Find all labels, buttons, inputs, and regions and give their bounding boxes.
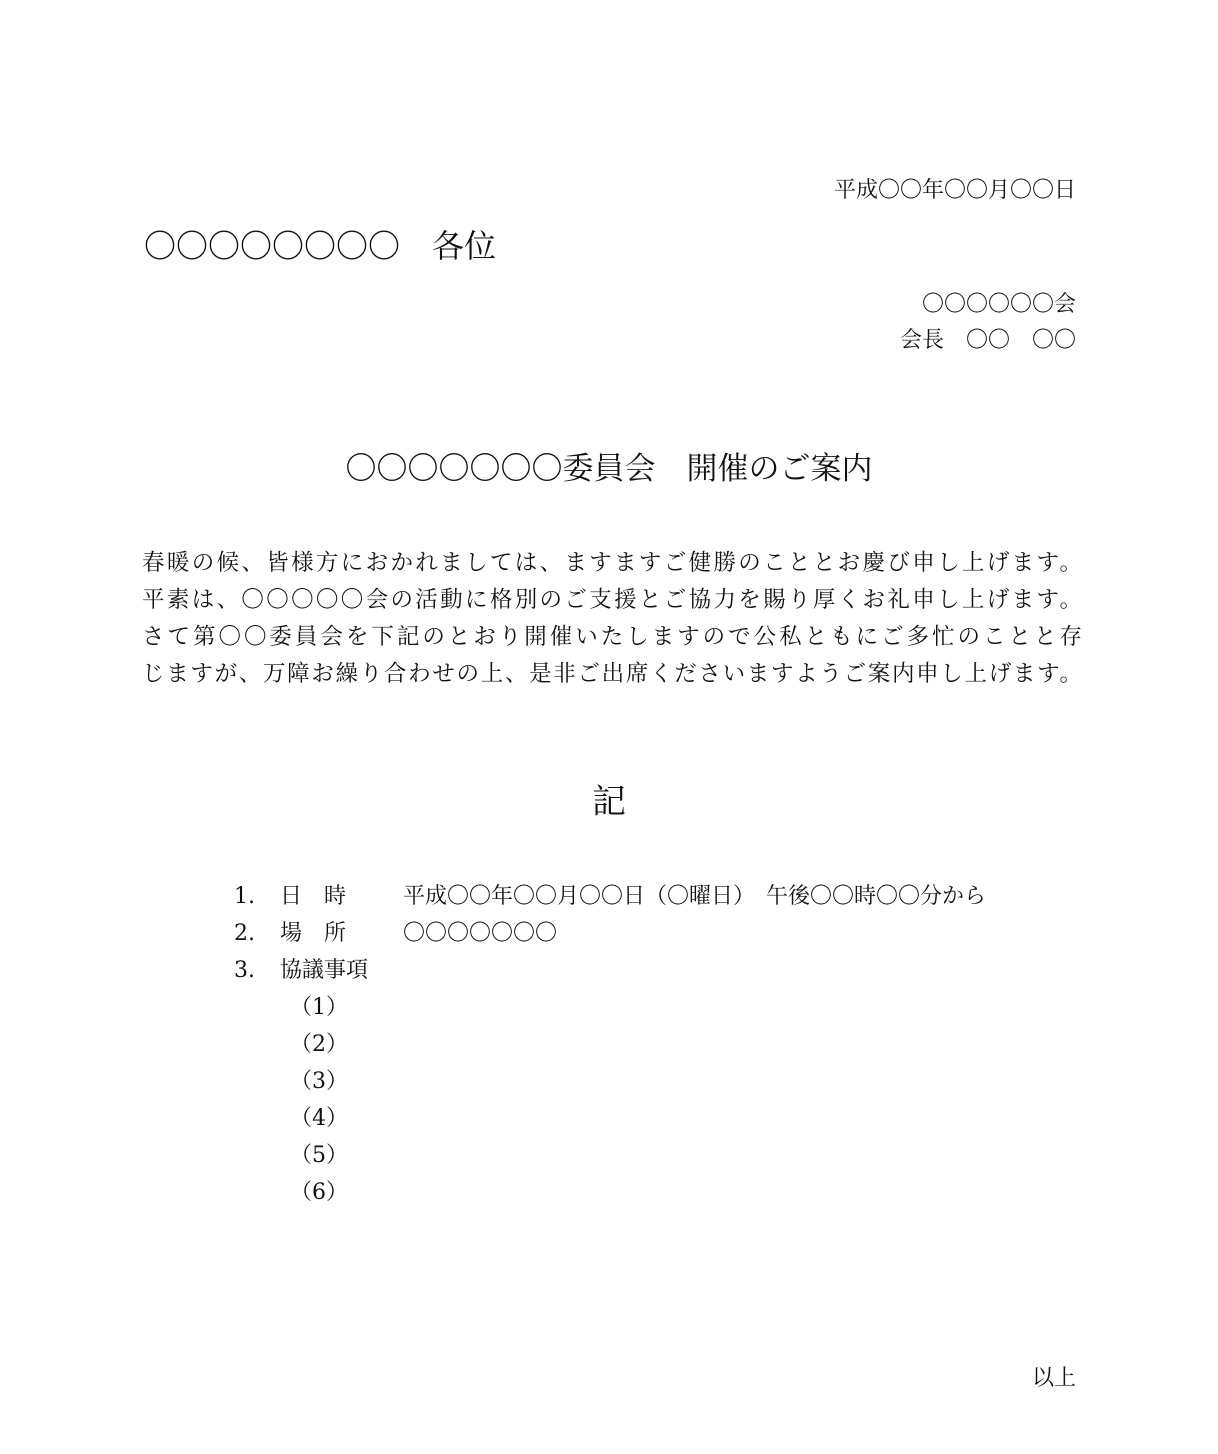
addressee: 〇〇〇〇〇〇〇〇 各位 [144,227,497,265]
sender-block [900,287,1076,359]
agenda-sub-item-label: （6） [290,1180,348,1205]
item-number: 3. [234,958,255,983]
closing-mark: 以上 [1031,1366,1076,1391]
document-title: 〇〇〇〇〇〇〇委員会 開催のご案内 [345,451,873,487]
agenda-sub-item-label: （1） [290,995,348,1020]
body-line: さて第〇〇委員会を下記のとおり開催いたしますので公私ともにご多忙のことと存 [142,624,1082,650]
agenda-sub-item-label: （3） [290,1069,348,1094]
item-label: 協議事項 [280,958,369,983]
item-number: 2. [234,921,255,946]
agenda-sub-item-label: （2） [290,1032,348,1057]
agenda-sub-item-label: （4） [290,1106,348,1131]
body-line: 春暖の候、皆様方におかれましては、ますますご健勝のこととお慶び申し上げます。 [142,550,1082,576]
item-label: 日 時 [280,884,347,909]
document-date: 平成〇〇年〇〇月〇〇日 [833,178,1076,203]
body-line: 平素は、〇〇〇〇〇会の活動に格別のご支援とご協力を賜り厚くお礼申し上げます。 [142,587,1082,613]
body-line: じますが、万障お繰り合わせの上、是非ご出席くださいますようご案内申し上げます。 [142,661,1082,687]
body-paragraph [142,545,1082,693]
agenda-sub-item-label: （5） [290,1143,348,1168]
item-label: 場 所 [280,921,347,946]
sender-name: 会長 〇〇 〇〇 [899,328,1076,353]
item-number: 1. [234,884,255,909]
item-value: 〇〇〇〇〇〇〇 [403,921,558,946]
item-value: 平成〇〇年〇〇月〇〇日（〇曜日） 午後〇〇時〇〇分から [403,884,987,909]
ki-heading: 記 [592,782,626,822]
sender-organization: 〇〇〇〇〇〇会 [921,292,1076,317]
